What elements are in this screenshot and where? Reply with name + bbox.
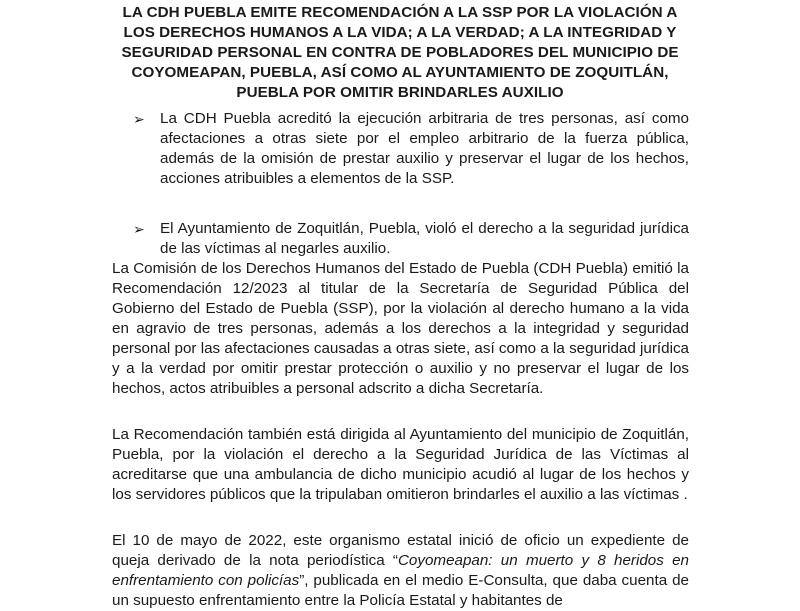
highlight-text: El Ayuntamiento de Zoquitlán, Puebla, violó el derecho a la seguridad jurídica de las víctimas al negarles auxilio. [160,220,689,257]
highlight-item [133,219,689,259]
highlight-item [133,109,689,189]
arrow-bullet-icon: ➢ [133,221,145,237]
arrow-bullet-icon: ➢ [133,111,145,127]
paragraph-background [112,531,689,611]
paragraph-background-continuation: ”, publicada en el medio E-Consulta, que daba cuenta de un supuesto enfrentamiento entre la Policía Estatal y habitantes de [112,572,689,609]
highlight-text: La CDH Puebla acreditó la ejecución arbitraria de tres personas, así como afectaciones a otras siete por el empleo arbitrario de la fuerza pública, además de la omisión de prestar auxilio y preservar el lugar de los hechos, acciones atribuibles a elementos de la SSP. [160,110,689,187]
paragraph-ayuntamiento: La Recomendación también está dirigida al Ayuntamiento del municipio de Zoquitlán, Puebla, por la violación el derecho a la Seguridad Jurídica de las Víctimas al acreditarse que una ambulancia de dicho municipio acudió al lugar de los hechos y los servidores públicos que la tripulaban omitieron brindarles el auxilio a las víctimas . [112,426,689,503]
paragraph-background-intro: El 10 de mayo de 2022, este organismo estatal inició de oficio un expediente de queja derivado de la nota periodística “ [112,532,689,569]
paragraph-recommendation: La Comisión de los Derechos Humanos del Estado de Puebla (CDH Puebla) emitió la Recomendación 12/2023 al titular de la Secretaría de Seguridad Pública del Gobierno del Estado de Puebla (SSP), por la violación al derecho humano a la vida en agravio de tres personas, además a los derechos a la integridad y seguridad personal por las afectaciones causadas a otras siete, así como a la seguridad jurídica y a la verdad por omitir prestar protección o auxilio y no preservar el lugar de los hechos, actos atribuibles a personal adscrito a dicha Secretaría. [112,260,689,397]
news-article-title: Coyomeapan: un muerto y 8 heridos en enfrentamiento con policías [112,552,689,589]
document-headline: LA CDH PUEBLA EMITE RECOMENDACIÓN A LA SSP POR LA VIOLACIÓN A LOS DERECHOS HUMANOS A LA VIDA; A LA VERDAD; A LA INTEGRIDAD Y SEGURIDAD PERSONAL EN CONTRA DE POBLADORES DEL MUNICIPIO DE COYOMEAPAN, PUEBLA, ASÍ COMO AL AYUNTAMIENTO DE ZOQUITLÁN, PUEBLA POR OMITIR BRINDARLES AUXILIO [121,4,679,101]
